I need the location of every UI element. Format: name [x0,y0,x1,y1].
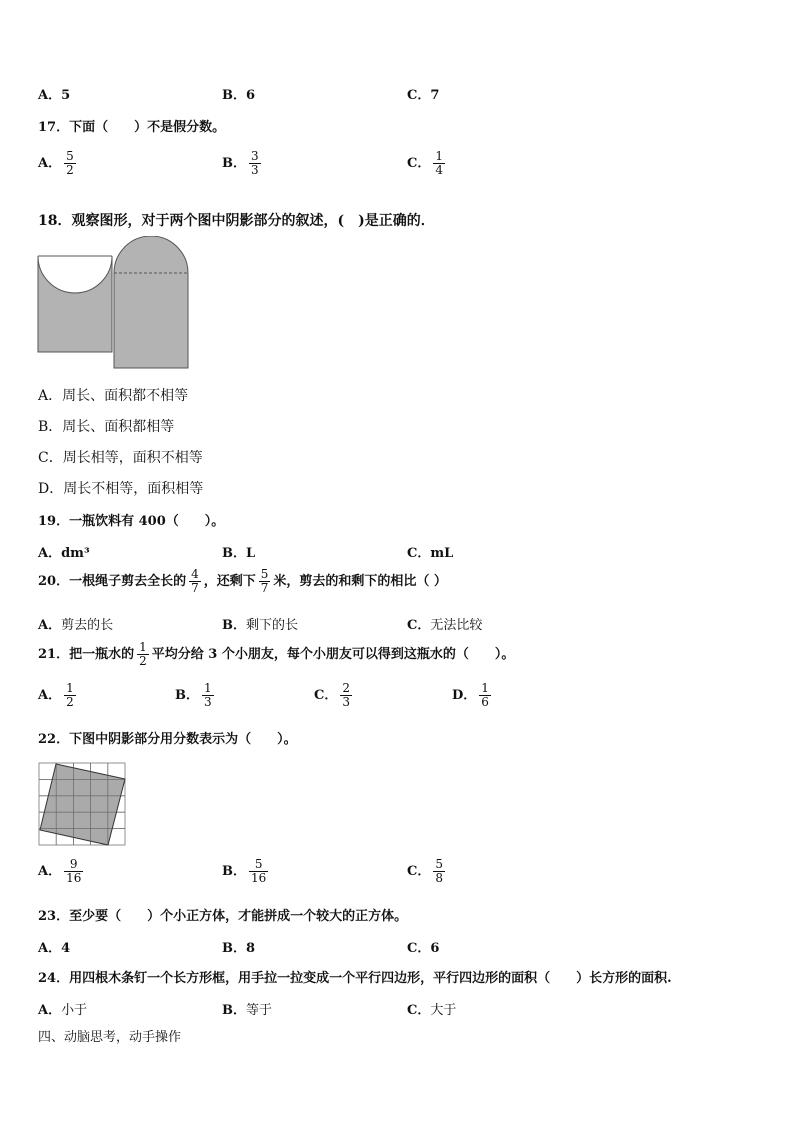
q18-stem: 18．观察图形，对于两个图中阴影部分的叙述，( )是正确的． [38,213,435,229]
q23-option-b[interactable]: B．8 [222,941,256,956]
q21-option-a[interactable]: A． $\frac{1}{2}$ [38,681,74,709]
q17-option-c[interactable]: C． $\frac{1}{4}$ [407,149,443,177]
q16-option-b[interactable]: B．6 [222,88,256,103]
q21-option-c[interactable]: C． $\frac{2}{3}$ [314,681,350,709]
q19-option-a[interactable]: A．dm³ [38,546,90,561]
q24-option-c[interactable]: C．大于 [407,1003,457,1018]
q16-option-c[interactable]: C．7 [407,88,440,103]
q18-left-shaded-shape [38,256,112,352]
q23-option-c[interactable]: C．6 [407,941,440,956]
q21-option-b[interactable]: B． $\frac{1}{3}$ [175,681,212,709]
q22-option-a[interactable]: A． $\frac{9}{16}$ [38,857,82,885]
q23-stem: 23．至少要（ ）个小正方体，才能拼成一个较大的正方体。 [38,909,408,924]
q22-grid-figure [38,762,128,848]
q22-shaded-square [40,764,125,845]
q17-option-a[interactable]: A． $\frac{5}{2}$ [38,149,74,177]
q17-option-b[interactable]: B． $\frac{3}{3}$ [222,149,259,177]
q21-option-d[interactable]: D． $\frac{1}{6}$ [452,681,489,709]
q18-option-d[interactable]: D．周长不相等，面积相等 [38,481,204,497]
q20-option-c[interactable]: C．无法比较 [407,618,483,633]
q18-figure [36,236,192,372]
q18-right-shaded-shape [114,236,188,368]
section-4-heading: 四、动脑思考，动手操作 [38,1030,182,1045]
q19-stem: 19．一瓶饮料有 400（ ）。 [38,514,225,529]
q24-option-b[interactable]: B．等于 [222,1003,273,1018]
q23-option-a[interactable]: A．4 [38,941,71,956]
q20-option-b[interactable]: B．剩下的长 [222,618,299,633]
q22-option-b[interactable]: B． $\frac{5}{16}$ [222,857,267,885]
q22-option-c[interactable]: C． $\frac{5}{8}$ [407,857,443,885]
q19-option-b[interactable]: B．L [222,546,256,561]
q18-option-a[interactable]: A．周长、面积都不相等 [38,388,189,404]
q16-option-a[interactable]: A．5 [38,88,71,103]
q22-stem: 22．下图中阴影部分用分数表示为（ ）。 [38,732,297,747]
q20-stem: 20．一根绳子剪去全长的 $\frac{4}{7}$ ，还剩下 $\frac{5}{7}$ 米，剪去的和剩下的相比（ ） [38,567,447,595]
q24-option-a[interactable]: A．小于 [38,1003,88,1018]
q20-option-a[interactable]: A．剪去的长 [38,618,114,633]
q17-stem: 17．下面（ ）不是假分数。 [38,120,226,135]
q18-option-c[interactable]: C．周长相等，面积不相等 [38,450,203,466]
q21-stem: 21．把一瓶水的 $\frac{1}{2}$ 平均分给 3 个小朋友，每个小朋友可以得到这瓶水的（ ）。 [38,640,515,668]
q24-stem: 24．用四根木条钉一个长方形框，用手拉一拉变成一个平行四边形，平行四边形的面积（ ）长方形的面积. [38,971,672,986]
q18-option-b[interactable]: B．周长、面积都相等 [38,419,175,435]
q19-option-c[interactable]: C．mL [407,546,454,561]
